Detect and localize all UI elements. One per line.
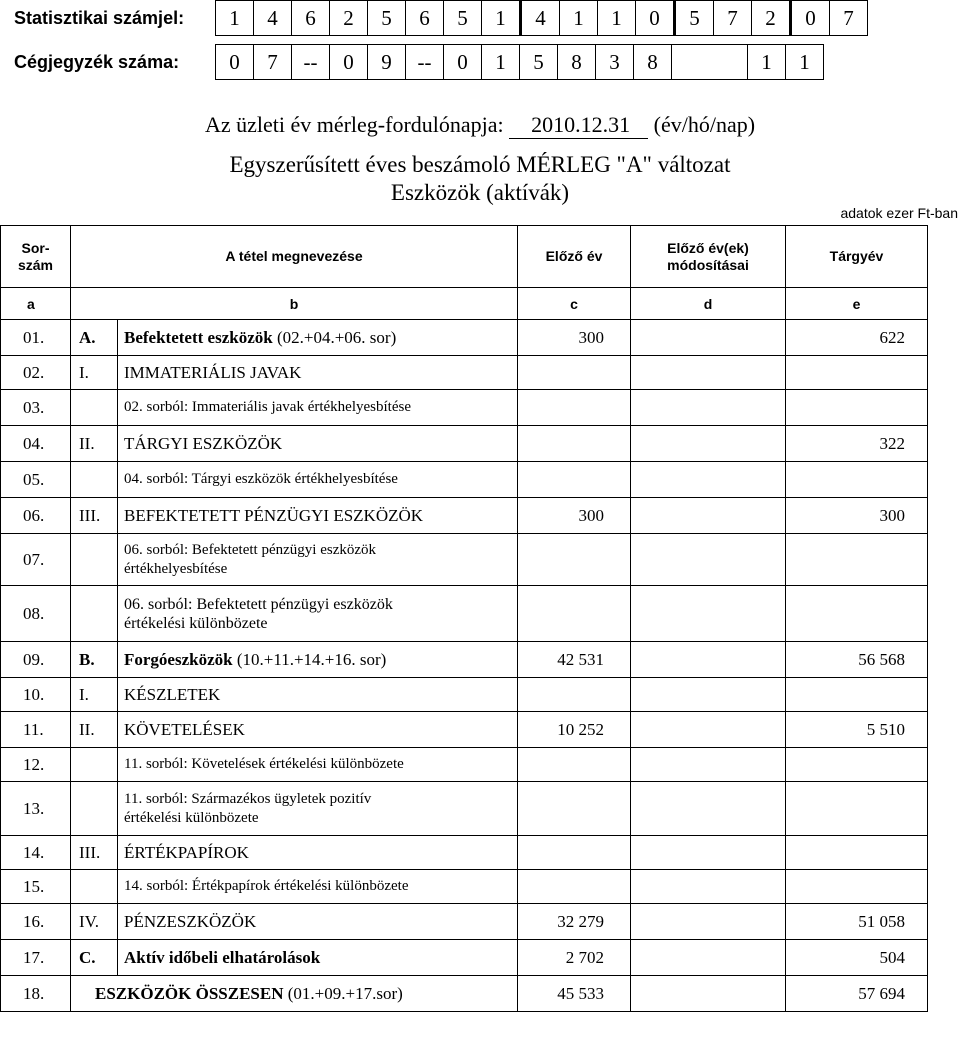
row-curr-value [786,748,928,782]
stat-digit: 1 [598,1,636,36]
reg-digit: -- [406,45,444,80]
table-header-row [1,226,928,288]
row-prev-value [518,678,631,712]
stat-digit: 2 [330,1,368,36]
table-row [1,390,928,426]
row-label: 11. sorból: Származékos ügyletek pozitív értékelési különbözete [118,782,518,836]
table-row-total [1,976,928,1012]
table-row [1,426,928,462]
row-mark: III. [71,498,118,534]
row-label-bold: Befektetett eszközök [124,327,273,347]
row-label: 04. sorból: Tárgyi eszközök értékhelyesbítése [118,462,518,498]
row-number: 16. [1,904,71,940]
row-label: Aktív időbeli elhatárolások [118,940,518,976]
row-number: 05. [1,462,71,498]
row-label: PÉNZESZKÖZÖK [118,904,518,940]
row-label [118,642,518,678]
row-label: 11. sorból: Követelések értékelési különbözete [118,748,518,782]
stat-number-label: Statisztikai számjel: [14,8,185,28]
row-prev-value [518,462,631,498]
table-row [1,904,928,940]
units-note: adatok ezer Ft-ban [840,205,958,221]
row-number: 01. [1,320,71,356]
row-curr-value: 56 568 [786,642,928,678]
row-label: 14. sorból: Értékpapírok értékelési különbözete [118,870,518,904]
row-prev-value [518,748,631,782]
balance-date-format: (év/hó/nap) [653,112,756,137]
row-mark: B. [71,642,118,678]
row-prev-value: 45 533 [518,976,631,1012]
row-label: 06. sorból: Befektetett pénzügyi eszközök értékelési különbözete [118,586,518,642]
table-row [1,870,928,904]
row-curr-value [786,462,928,498]
row-mod-value [631,678,786,712]
stat-digit: 4 [254,1,292,36]
row-label: IMMATERIÁLIS JAVAK [118,356,518,390]
reg-digit: 5 [520,45,558,80]
reg-digit: -- [292,45,330,80]
col-letter: a [1,288,71,320]
row-prev-value: 300 [518,320,631,356]
col-header-mod: Előző év(ek) módosításai [631,226,786,288]
reg-digit: 1 [786,45,824,80]
row-prev-value [518,356,631,390]
balance-date-value: 2010.12.31 [509,112,648,139]
row-number: 04. [1,426,71,462]
company-register-label: Cégjegyzék száma: [14,52,180,72]
stat-digit: 2 [752,1,791,36]
document-title: Egyszerűsített éves beszámoló MÉRLEG "A" változat [229,152,731,177]
stat-digit: 4 [521,1,560,36]
row-mark: A. [71,320,118,356]
row-mark: C. [71,940,118,976]
stat-digit: 5 [444,1,482,36]
stat-digit: 5 [675,1,714,36]
stat-digit: 0 [791,1,830,36]
balance-date-line [0,112,960,139]
reg-digit: 0 [330,45,368,80]
row-prev-value [518,390,631,426]
row-mod-value [631,836,786,870]
row-label: 06. sorból: Befektetett pénzügyi eszközök értékhelyesbítése [118,534,518,586]
row-curr-value [786,356,928,390]
balance-date-label: Az üzleti év mérleg-fordulónapja: [204,112,504,137]
table-row [1,678,928,712]
row-curr-value [786,534,928,586]
row-number: 13. [1,782,71,836]
table-row [1,586,928,642]
row-curr-value [786,782,928,836]
stat-digit: 1 [560,1,598,36]
row-curr-value [786,836,928,870]
row-mod-value [631,426,786,462]
row-prev-value [518,836,631,870]
row-curr-value [786,678,928,712]
row-label [118,320,518,356]
row-number: 17. [1,940,71,976]
reg-digit: 9 [368,45,406,80]
row-label-rest: (01.+09.+17.sor) [283,983,403,1003]
col-letter: c [518,288,631,320]
row-curr-value: 57 694 [786,976,928,1012]
row-mod-value [631,498,786,534]
row-label: 02. sorból: Immateriális javak értékhelyesbítése [118,390,518,426]
table-letter-row [1,288,928,320]
row-curr-value: 51 058 [786,904,928,940]
table-row [1,642,928,678]
stat-digit: 1 [216,1,254,36]
row-number: 06. [1,498,71,534]
row-label-rest: (10.+11.+14.+16. sor) [232,649,387,669]
row-label-bold: ESZKÖZÖK ÖSSZESEN [95,983,284,1003]
col-letter: e [786,288,928,320]
row-label: KÉSZLETEK [118,678,518,712]
table-row [1,940,928,976]
row-mod-value [631,320,786,356]
table-row [1,462,928,498]
row-curr-value: 5 510 [786,712,928,748]
reg-digit: 1 [482,45,520,80]
row-prev-value: 10 252 [518,712,631,748]
reg-digit: 8 [558,45,596,80]
stat-digit: 7 [830,1,868,36]
table-row [1,498,928,534]
row-number: 07. [1,534,71,586]
stat-digit: 5 [368,1,406,36]
row-mark: II. [71,426,118,462]
row-mark: II. [71,712,118,748]
balance-sheet-table [0,225,928,1012]
row-curr-value [786,586,928,642]
row-number: 09. [1,642,71,678]
row-label-bold: Forgóeszközök [124,649,233,669]
row-label [71,976,518,1012]
row-number: 14. [1,836,71,870]
table-row [1,356,928,390]
row-mark: I. [71,356,118,390]
row-mod-value [631,976,786,1012]
row-curr-value: 322 [786,426,928,462]
row-mod-value [631,904,786,940]
row-mod-value [631,390,786,426]
row-mod-value [631,940,786,976]
row-number: 18. [1,976,71,1012]
row-prev-value [518,534,631,586]
table-row [1,748,928,782]
row-number: 08. [1,586,71,642]
row-mod-value [631,748,786,782]
row-prev-value [518,782,631,836]
row-label: ÉRTÉKPAPÍROK [118,836,518,870]
row-mod-value [631,534,786,586]
row-number: 02. [1,356,71,390]
row-mark: IV. [71,904,118,940]
row-mod-value [631,356,786,390]
table-row [1,712,928,748]
row-mark: I. [71,678,118,712]
reg-digit: 0 [216,45,254,80]
row-mark: III. [71,836,118,870]
reg-digit: 8 [634,45,672,80]
col-header-prev: Előző év [518,226,631,288]
row-prev-value [518,586,631,642]
row-mod-value [631,870,786,904]
row-prev-value: 300 [518,498,631,534]
row-prev-value [518,426,631,462]
row-number: 11. [1,712,71,748]
col-header-name: A tétel megnevezése [71,226,518,288]
document-subtitle: Eszközök (aktívák) [390,180,570,205]
reg-digit [672,45,747,80]
row-curr-value: 300 [786,498,928,534]
row-curr-value: 622 [786,320,928,356]
row-number: 12. [1,748,71,782]
reg-digit: 1 [748,45,786,80]
row-prev-value: 42 531 [518,642,631,678]
row-number: 15. [1,870,71,904]
row-mod-value [631,642,786,678]
row-curr-value: 504 [786,940,928,976]
col-letter: b [71,288,518,320]
row-mod-value [631,462,786,498]
stat-digit: 0 [636,1,675,36]
stat-digit: 6 [292,1,330,36]
col-header-no: Sor-szám [1,226,71,288]
col-header-curr: Tárgyév [786,226,928,288]
row-label: BEFEKTETETT PÉNZÜGYI ESZKÖZÖK [118,498,518,534]
reg-digit: 3 [596,45,634,80]
row-curr-value [786,390,928,426]
company-register-grid [215,44,824,80]
stat-number-grid [215,0,868,36]
row-prev-value: 32 279 [518,904,631,940]
row-label: TÁRGYI ESZKÖZÖK [118,426,518,462]
reg-digit: 0 [444,45,482,80]
row-mod-value [631,782,786,836]
reg-digit: 7 [254,45,292,80]
row-prev-value [518,870,631,904]
row-label: KÖVETELÉSEK [118,712,518,748]
col-letter: d [631,288,786,320]
stat-digit: 6 [406,1,444,36]
row-number: 10. [1,678,71,712]
row-mod-value [631,712,786,748]
table-row [1,534,928,586]
row-number: 03. [1,390,71,426]
row-label-rest: (02.+04.+06. sor) [272,327,397,347]
stat-digit: 1 [482,1,521,36]
table-row [1,836,928,870]
table-row [1,320,928,356]
stat-digit: 7 [714,1,752,36]
row-curr-value [786,870,928,904]
table-row [1,782,928,836]
row-prev-value: 2 702 [518,940,631,976]
row-mod-value [631,586,786,642]
